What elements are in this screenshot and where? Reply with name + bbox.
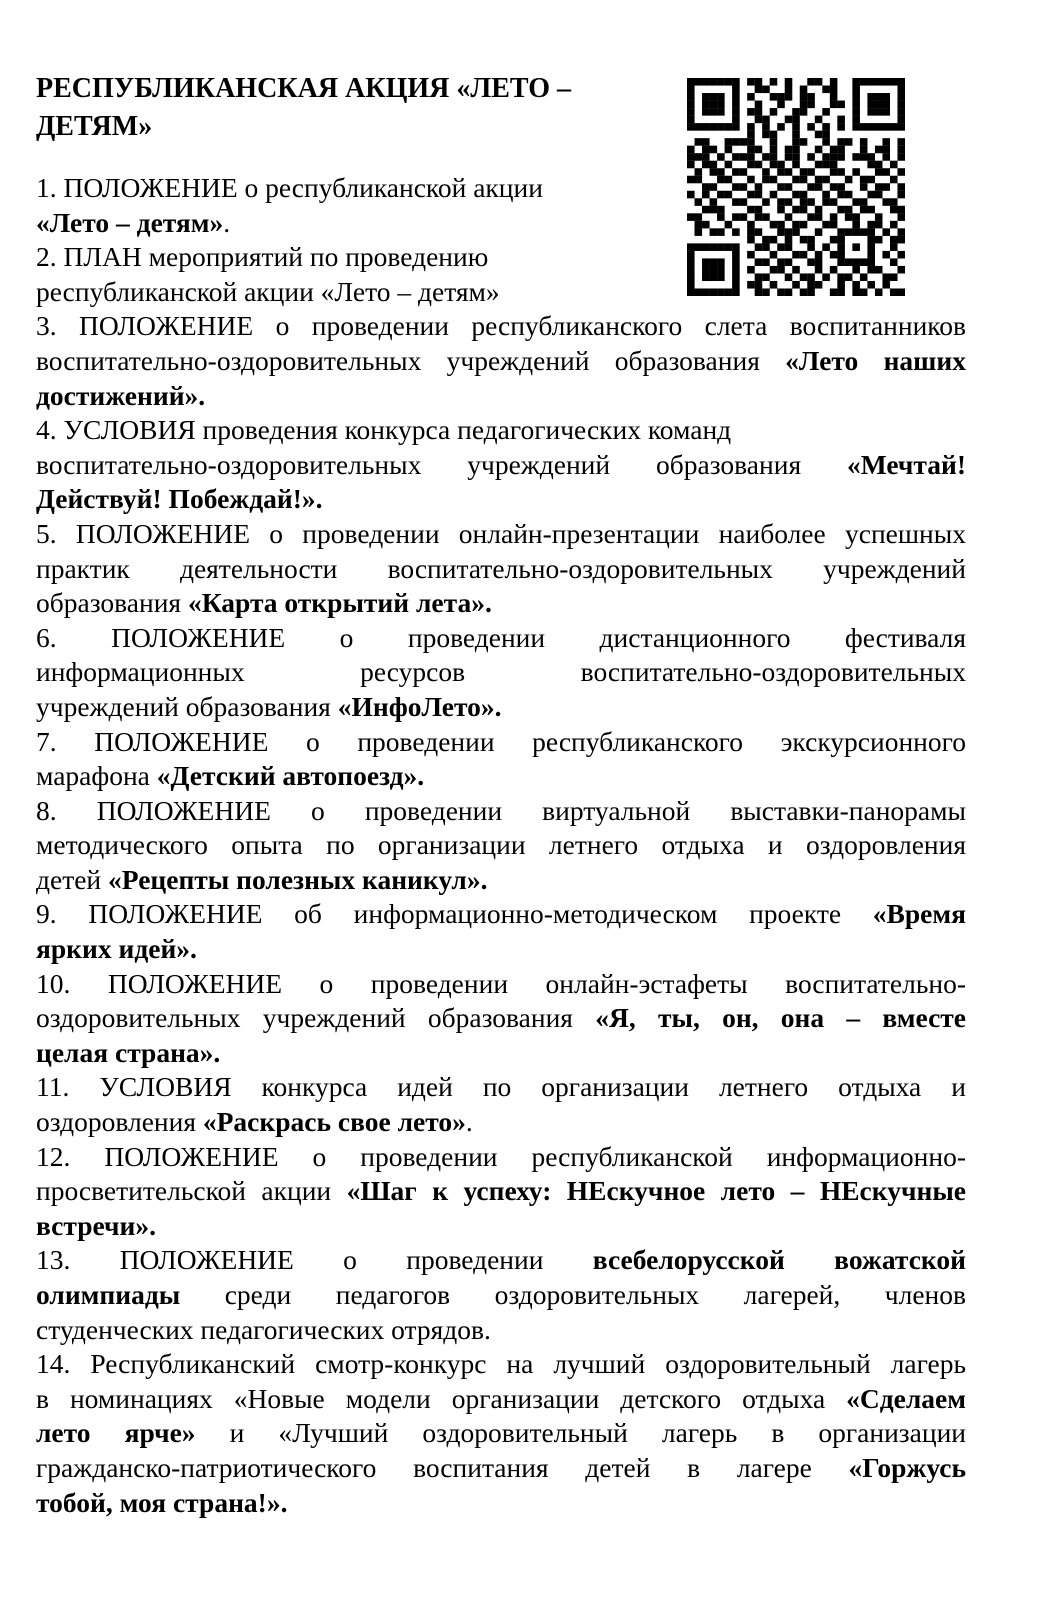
- list-item-14: [36, 1347, 966, 1520]
- paragraph-line: [36, 655, 966, 690]
- paragraph-line: [36, 1486, 966, 1521]
- text-segment: «Мечтай!: [847, 448, 966, 480]
- list-item-12: [36, 1140, 966, 1244]
- text-segment: в номинациях «Новые модели организации детского отдыха: [36, 1382, 847, 1414]
- paragraph-line: [36, 1001, 966, 1036]
- text-segment: 3. ПОЛОЖЕНИЕ о проведении республиканского слета воспитанников: [36, 310, 966, 342]
- list-item-4: [36, 413, 966, 517]
- list-item-5: [36, 517, 966, 621]
- paragraph-line: [36, 448, 966, 483]
- paragraph-line: [36, 379, 966, 414]
- text-segment: методического опыта по организации летнего отдыха и оздоровления: [36, 829, 966, 861]
- text-segment: «Раскрась свое лето»: [202, 1106, 466, 1138]
- paragraph-line: [36, 413, 966, 448]
- text-segment: 12. ПОЛОЖЕНИЕ о проведении республиканской информационно-: [36, 1140, 966, 1172]
- list-item-7: [36, 725, 966, 794]
- paragraph-line: [36, 1209, 966, 1244]
- text-segment: целая страна».: [36, 1036, 221, 1068]
- text-segment: .: [465, 1106, 473, 1138]
- text-segment: «Время: [872, 898, 966, 930]
- paragraph-line: [36, 863, 966, 898]
- paragraph-line: [36, 1105, 966, 1140]
- paragraph-line: [36, 690, 966, 725]
- paragraph-line: [36, 1313, 966, 1348]
- text-segment: всебелорусской вожатской: [592, 1244, 966, 1276]
- text-segment: встречи».: [36, 1209, 157, 1241]
- text-segment: воспитательно-оздоровительных учреждений образования: [36, 448, 848, 480]
- text-segment: детей: [36, 863, 109, 895]
- document-title-line-1: РЕСПУБЛИКАНСКАЯ АКЦИЯ «ЛЕТО –: [36, 73, 571, 104]
- text-segment: воспитательно-оздоровительных учреждений образования: [36, 344, 786, 376]
- text-segment: «Рецепты полезных каникул».: [108, 863, 488, 895]
- text-segment: олимпиады: [36, 1279, 181, 1310]
- text-segment: лето ярче»: [36, 1417, 196, 1449]
- paragraph-line: [36, 967, 966, 1002]
- document-title-line-2: ДЕТЯМ»: [36, 111, 153, 142]
- paragraph-line: [36, 932, 966, 967]
- list-item-9: [36, 897, 966, 966]
- text-segment: практик деятельности воспитательно-оздоровительных учреждений: [36, 552, 966, 584]
- text-segment: «Лето – детям»: [36, 206, 224, 238]
- text-segment: 4. УСЛОВИЯ проведения конкурса педагогических команд: [36, 414, 732, 446]
- text-segment: достижений».: [36, 379, 206, 411]
- text-segment: «Горжусь: [848, 1451, 966, 1483]
- qr-code-image: [687, 78, 905, 296]
- text-segment: информационных ресурсов воспитательно-оздоровительных: [36, 656, 966, 688]
- paragraph-line: [36, 1036, 966, 1071]
- paragraph-line: [36, 1347, 966, 1382]
- text-segment: марафона: [36, 760, 157, 792]
- paragraph-line: [36, 586, 966, 621]
- text-segment: республиканской акции «Лето – детям»: [36, 275, 500, 307]
- text-segment: 9. ПОЛОЖЕНИЕ об информационно-методическом проекте: [36, 898, 873, 930]
- text-segment: .: [223, 206, 231, 238]
- numbered-item-list: [36, 171, 966, 1520]
- paragraph-line: [36, 621, 966, 656]
- text-segment: оздоровительных учреждений образования: [36, 1002, 596, 1034]
- text-segment: и «Лучший оздоровительный лагерь в организации: [195, 1417, 967, 1449]
- text-segment: просветительской акции: [36, 1175, 347, 1207]
- paragraph-line: [36, 1070, 966, 1105]
- paragraph-line: [36, 482, 966, 517]
- paragraph-line: [36, 1451, 966, 1486]
- text-segment: ярких идей».: [36, 933, 197, 965]
- list-item-10: [36, 967, 966, 1071]
- text-segment: гражданско-патриотического воспитания детей в лагере: [36, 1451, 849, 1483]
- paragraph-line: [36, 828, 966, 863]
- text-segment: 5. ПОЛОЖЕНИЕ о проведении онлайн-презентации наиболее успешных: [36, 517, 966, 549]
- paragraph-line: [36, 344, 966, 379]
- paragraph-line: [36, 1416, 966, 1451]
- text-segment: «Карта открытий лета».: [187, 587, 492, 619]
- text-segment: «Шаг к успеху: НЕскучное лето – НЕскучные: [346, 1175, 967, 1207]
- paragraph-line: [36, 552, 966, 587]
- text-segment: 1. ПОЛОЖЕНИЕ о республиканской акции: [36, 172, 543, 203]
- text-segment: тобой, моя страна!».: [36, 1486, 288, 1518]
- text-segment: «Я, ты, он, она – вместе: [595, 1002, 966, 1034]
- paragraph-line: [36, 725, 966, 760]
- paragraph-line: [36, 759, 966, 794]
- paragraph-line: [36, 794, 966, 829]
- text-segment: 6. ПОЛОЖЕНИЕ о проведении дистанционного фестиваля: [36, 621, 966, 653]
- text-segment: 13. ПОЛОЖЕНИЕ о проведении: [36, 1244, 593, 1276]
- paragraph-line: [36, 897, 966, 932]
- text-segment: оздоровления: [36, 1106, 203, 1138]
- text-segment: «Лето наших: [785, 344, 966, 376]
- paragraph-line: [36, 1243, 966, 1278]
- list-item-6: [36, 621, 966, 725]
- text-segment: среди педагогов оздоровительных лагерей, членов: [180, 1279, 966, 1310]
- list-item-11: [36, 1070, 966, 1139]
- text-segment: 10. ПОЛОЖЕНИЕ о проведении онлайн-эстафеты воспитательно-: [36, 967, 966, 999]
- paragraph-line: [36, 1174, 966, 1209]
- text-segment: «Сделаем: [846, 1382, 966, 1414]
- text-segment: 7. ПОЛОЖЕНИЕ о проведении республиканского экскурсионного: [36, 725, 966, 757]
- text-segment: «ИнфоЛето».: [337, 690, 502, 722]
- text-segment: 2. ПЛАН мероприятий по проведению: [36, 241, 489, 273]
- paragraph-line: [36, 517, 966, 552]
- text-segment: Действуй! Побеждай!».: [36, 483, 323, 515]
- list-item-13: [36, 1243, 966, 1347]
- qr-code-svg: [687, 78, 905, 296]
- text-segment: студенческих педагогических отрядов.: [36, 1313, 491, 1345]
- paragraph-line: [36, 1382, 966, 1417]
- list-item-3: [36, 309, 966, 413]
- paragraph-line: [36, 1278, 966, 1313]
- list-item-8: [36, 794, 966, 898]
- text-segment: 8. ПОЛОЖЕНИЕ о проведении виртуальной выставки-панорамы: [36, 794, 966, 826]
- text-segment: 11. УСЛОВИЯ конкурса идей по организации летнего отдыха и: [36, 1071, 966, 1103]
- paragraph-line: [36, 1140, 966, 1175]
- text-segment: 14. Республиканский смотр-конкурс на лучший оздоровительный лагерь: [36, 1348, 966, 1380]
- text-segment: «Детский автопоезд».: [156, 760, 425, 792]
- text-segment: учреждений образования: [36, 690, 338, 722]
- text-segment: образования: [36, 587, 188, 619]
- paragraph-line: [36, 309, 966, 344]
